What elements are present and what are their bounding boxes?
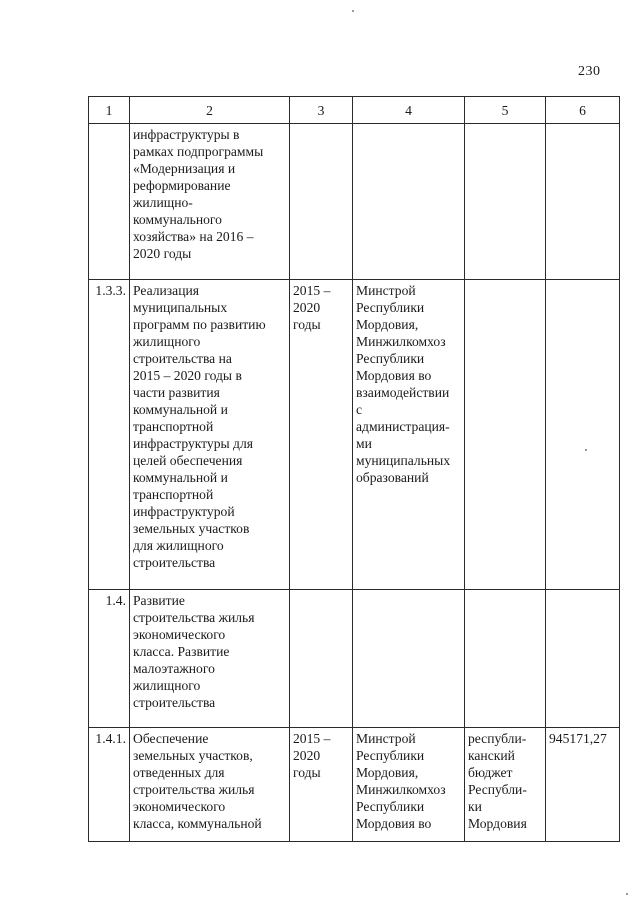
header-row [89,97,620,124]
header-col-3: 3 [290,97,353,124]
header-col-4: 4 [353,97,465,124]
table-row [89,280,620,590]
funding-amount: 945171,27 [546,728,620,842]
measure-name: Обеспечение земельных участков, отведенных для строительства жилья экономического класса, коммунальной [130,728,290,842]
table-row [89,124,620,280]
period: 2015 – 2020 годы [290,280,353,590]
funding-source [465,124,546,280]
executor: Минстрой Республики Мордовия, Минжилкомхоз Республики Мордовия во взаимодействии с администрация- ми муниципальных образований [353,280,465,590]
scan-speck [585,449,587,451]
funding-source [465,280,546,590]
row-number: 1.4.1. [89,728,130,842]
executor [353,590,465,728]
funding-amount [546,124,620,280]
header-col-1: 1 [89,97,130,124]
row-number [89,124,130,280]
funding-amount [546,590,620,728]
funding-source [465,590,546,728]
scan-speck [626,893,628,895]
period: 2015 – 2020 годы [290,728,353,842]
row-number: 1.4. [89,590,130,728]
scan-speck [352,10,354,12]
table-row [89,728,620,842]
measure-name: Развитие строительства жилья экономического класса. Развитие малоэтажного жилищного строительства [130,590,290,728]
funding-amount [546,280,620,590]
header-col-5: 5 [465,97,546,124]
header-col-6: 6 [546,97,620,124]
period [290,590,353,728]
period [290,124,353,280]
funding-source: республи- канский бюджет Республи- ки Мордовия [465,728,546,842]
executor [353,124,465,280]
header-col-2: 2 [130,97,290,124]
table-row [89,590,620,728]
measure-name: Реализация муниципальных программ по развитию жилищного строительства на 2015 – 2020 годы в части развития коммунальной и транспортной инфраструктуры для целей обеспечения коммунальной и транспортной инфраструктурой земельных участков для жилищного строительства [130,280,290,590]
program-table [88,96,620,842]
row-number: 1.3.3. [89,280,130,590]
executor: Минстрой Республики Мордовия, Минжилкомхоз Республики Мордовия во [353,728,465,842]
page-number: 230 [578,64,601,79]
measure-name: инфраструктуры в рамках подпрограммы «Модернизация и реформирование жилищно- коммунального хозяйства» на 2016 – 2020 годы [130,124,290,280]
